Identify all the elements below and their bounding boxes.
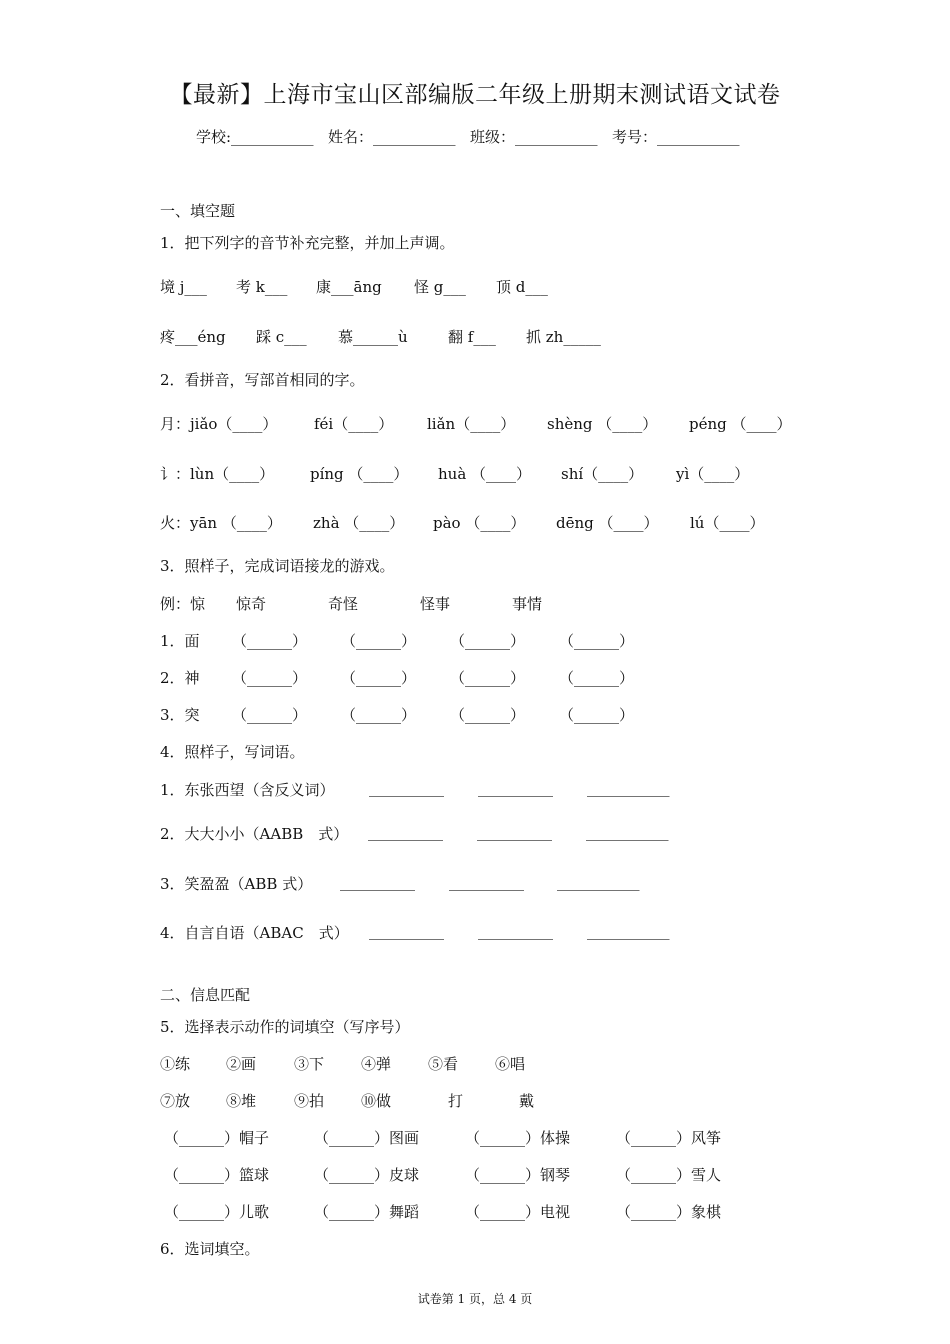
- q5-option: ⑩做: [361, 1092, 392, 1110]
- q2-item: huà （____）: [438, 465, 532, 483]
- q5-option: ①练: [160, 1055, 191, 1073]
- q4-blank: ___________: [587, 779, 670, 797]
- q5-blank-item: （______）舞蹈: [314, 1203, 420, 1221]
- q1-item: 翻 f___: [448, 328, 496, 346]
- q1-item: 考 k___: [236, 278, 288, 296]
- q5-option: 戴: [519, 1092, 535, 1110]
- q4-blank: __________: [478, 922, 553, 940]
- q2-item: píng （____）: [310, 465, 409, 483]
- q2-item: 火：yān （____）: [160, 514, 282, 532]
- q1-item: 康___āng: [316, 278, 382, 296]
- q2-item: liǎn（____）: [427, 415, 516, 433]
- q3-blank: （______）: [559, 632, 635, 650]
- q2-item: yì（____）: [676, 465, 750, 483]
- q2-item: pào （____）: [433, 514, 526, 532]
- school-field: 学校:___________: [196, 128, 314, 146]
- question-2-prompt: 2．看拼音，写部首相同的字。: [160, 371, 365, 389]
- q3-blank: （______）: [341, 669, 417, 687]
- q3-example: 例：惊: [160, 595, 206, 613]
- name-field: 姓名：___________: [328, 128, 456, 146]
- question-4-prompt: 4．照样子，写词语。: [160, 743, 305, 761]
- q5-blank-item: （______）象棋: [616, 1203, 722, 1221]
- q1-item: 抓 zh_____: [526, 328, 601, 346]
- q4-row-label: 2．大大小小（AABB 式）: [160, 825, 349, 843]
- q5-option: ⑥唱: [495, 1055, 526, 1073]
- q5-blank-item: （______）风筝: [616, 1129, 722, 1147]
- section-heading-matching: 二、信息匹配: [160, 986, 251, 1004]
- q5-blank-item: （______）钢琴: [465, 1166, 571, 1184]
- question-3-prompt: 3．照样子，完成词语接龙的游戏。: [160, 557, 395, 575]
- q4-row-label: 4．自言自语（ABAC 式）: [160, 924, 349, 942]
- q2-item: lú（____）: [690, 514, 765, 532]
- page-footer: 试卷第 1 页，总 4 页: [417, 1292, 533, 1306]
- q5-blank-item: （______）皮球: [314, 1166, 420, 1184]
- q5-blank-item: （______）电视: [465, 1203, 571, 1221]
- q3-example: 事情: [512, 595, 543, 613]
- q4-row-label: 3．笑盈盈（ABB 式）: [160, 875, 313, 893]
- q5-blank-item: （______）儿歌: [164, 1203, 270, 1221]
- q3-blank: （______）: [559, 669, 635, 687]
- section-heading-fill-in: 一、填空题: [160, 202, 236, 220]
- q5-option: ③下: [294, 1055, 325, 1073]
- q3-row-label: 1．面: [160, 632, 200, 650]
- q5-option: 打: [448, 1092, 464, 1110]
- q4-blank: __________: [477, 823, 552, 841]
- q5-blank-item: （______）帽子: [164, 1129, 270, 1147]
- q4-blank: __________: [478, 779, 553, 797]
- q4-blank: ___________: [557, 873, 640, 891]
- q4-blank: __________: [369, 779, 444, 797]
- q5-blank-item: （______）图画: [314, 1129, 420, 1147]
- q4-blank: ___________: [586, 823, 669, 841]
- q5-blank-item: （______）体操: [465, 1129, 571, 1147]
- q2-item: péng （____）: [689, 415, 792, 433]
- question-5-prompt: 5．选择表示动作的词填空（写序号）: [160, 1018, 410, 1036]
- class-field: 班级：___________: [470, 128, 598, 146]
- q3-row-label: 2．神: [160, 669, 200, 687]
- q3-example: 奇怪: [328, 595, 359, 613]
- q4-blank: __________: [368, 823, 443, 841]
- q1-item: 踩 c___: [256, 328, 307, 346]
- q3-blank: （______）: [559, 706, 635, 724]
- q1-item: 慕______ù: [338, 328, 408, 346]
- exam-number-field: 考号：___________: [612, 128, 740, 146]
- q3-blank: （______）: [232, 632, 308, 650]
- q5-option: ⑧堆: [226, 1092, 257, 1110]
- q5-option: ⑨拍: [294, 1092, 325, 1110]
- q4-blank: __________: [449, 873, 524, 891]
- q5-option: ④弹: [361, 1055, 392, 1073]
- q4-blank: ___________: [587, 922, 670, 940]
- q3-blank: （______）: [450, 669, 526, 687]
- q3-example: 惊奇: [236, 595, 267, 613]
- q3-blank: （______）: [232, 706, 308, 724]
- q2-item: shí（____）: [561, 465, 644, 483]
- q5-blank-item: （______）篮球: [164, 1166, 270, 1184]
- q1-item: 疼___éng: [160, 328, 226, 346]
- q3-blank: （______）: [450, 706, 526, 724]
- page-title: 【最新】上海市宝山区部编版二年级上册期末测试语文试卷: [169, 82, 781, 108]
- q1-item: 境 j___: [160, 278, 207, 296]
- q5-option: ⑦放: [160, 1092, 191, 1110]
- q5-option: ②画: [226, 1055, 257, 1073]
- q2-item: dēng （____）: [556, 514, 659, 532]
- question-6-prompt: 6．选词填空。: [160, 1240, 260, 1258]
- q2-item: zhà （____）: [313, 514, 405, 532]
- q4-blank: __________: [340, 873, 415, 891]
- q2-item: 月：jiǎo（____）: [160, 415, 278, 433]
- q5-option: ⑤看: [428, 1055, 459, 1073]
- q3-example: 怪事: [420, 595, 451, 613]
- q3-blank: （______）: [232, 669, 308, 687]
- q3-blank: （______）: [341, 632, 417, 650]
- q3-blank: （______）: [341, 706, 417, 724]
- q3-row-label: 3．突: [160, 706, 200, 724]
- q4-blank: __________: [369, 922, 444, 940]
- q5-blank-item: （______）雪人: [616, 1166, 722, 1184]
- q3-blank: （______）: [450, 632, 526, 650]
- q2-item: 讠：lùn（____）: [160, 465, 275, 483]
- q1-item: 怪 g___: [414, 278, 466, 296]
- q2-item: féi（____）: [314, 415, 394, 433]
- question-1-prompt: 1．把下列字的音节补充完整，并加上声调。: [160, 234, 455, 252]
- q2-item: shèng （____）: [547, 415, 658, 433]
- q4-row-label: 1．东张西望（含反义词）: [160, 781, 335, 799]
- q1-item: 顶 d___: [496, 278, 548, 296]
